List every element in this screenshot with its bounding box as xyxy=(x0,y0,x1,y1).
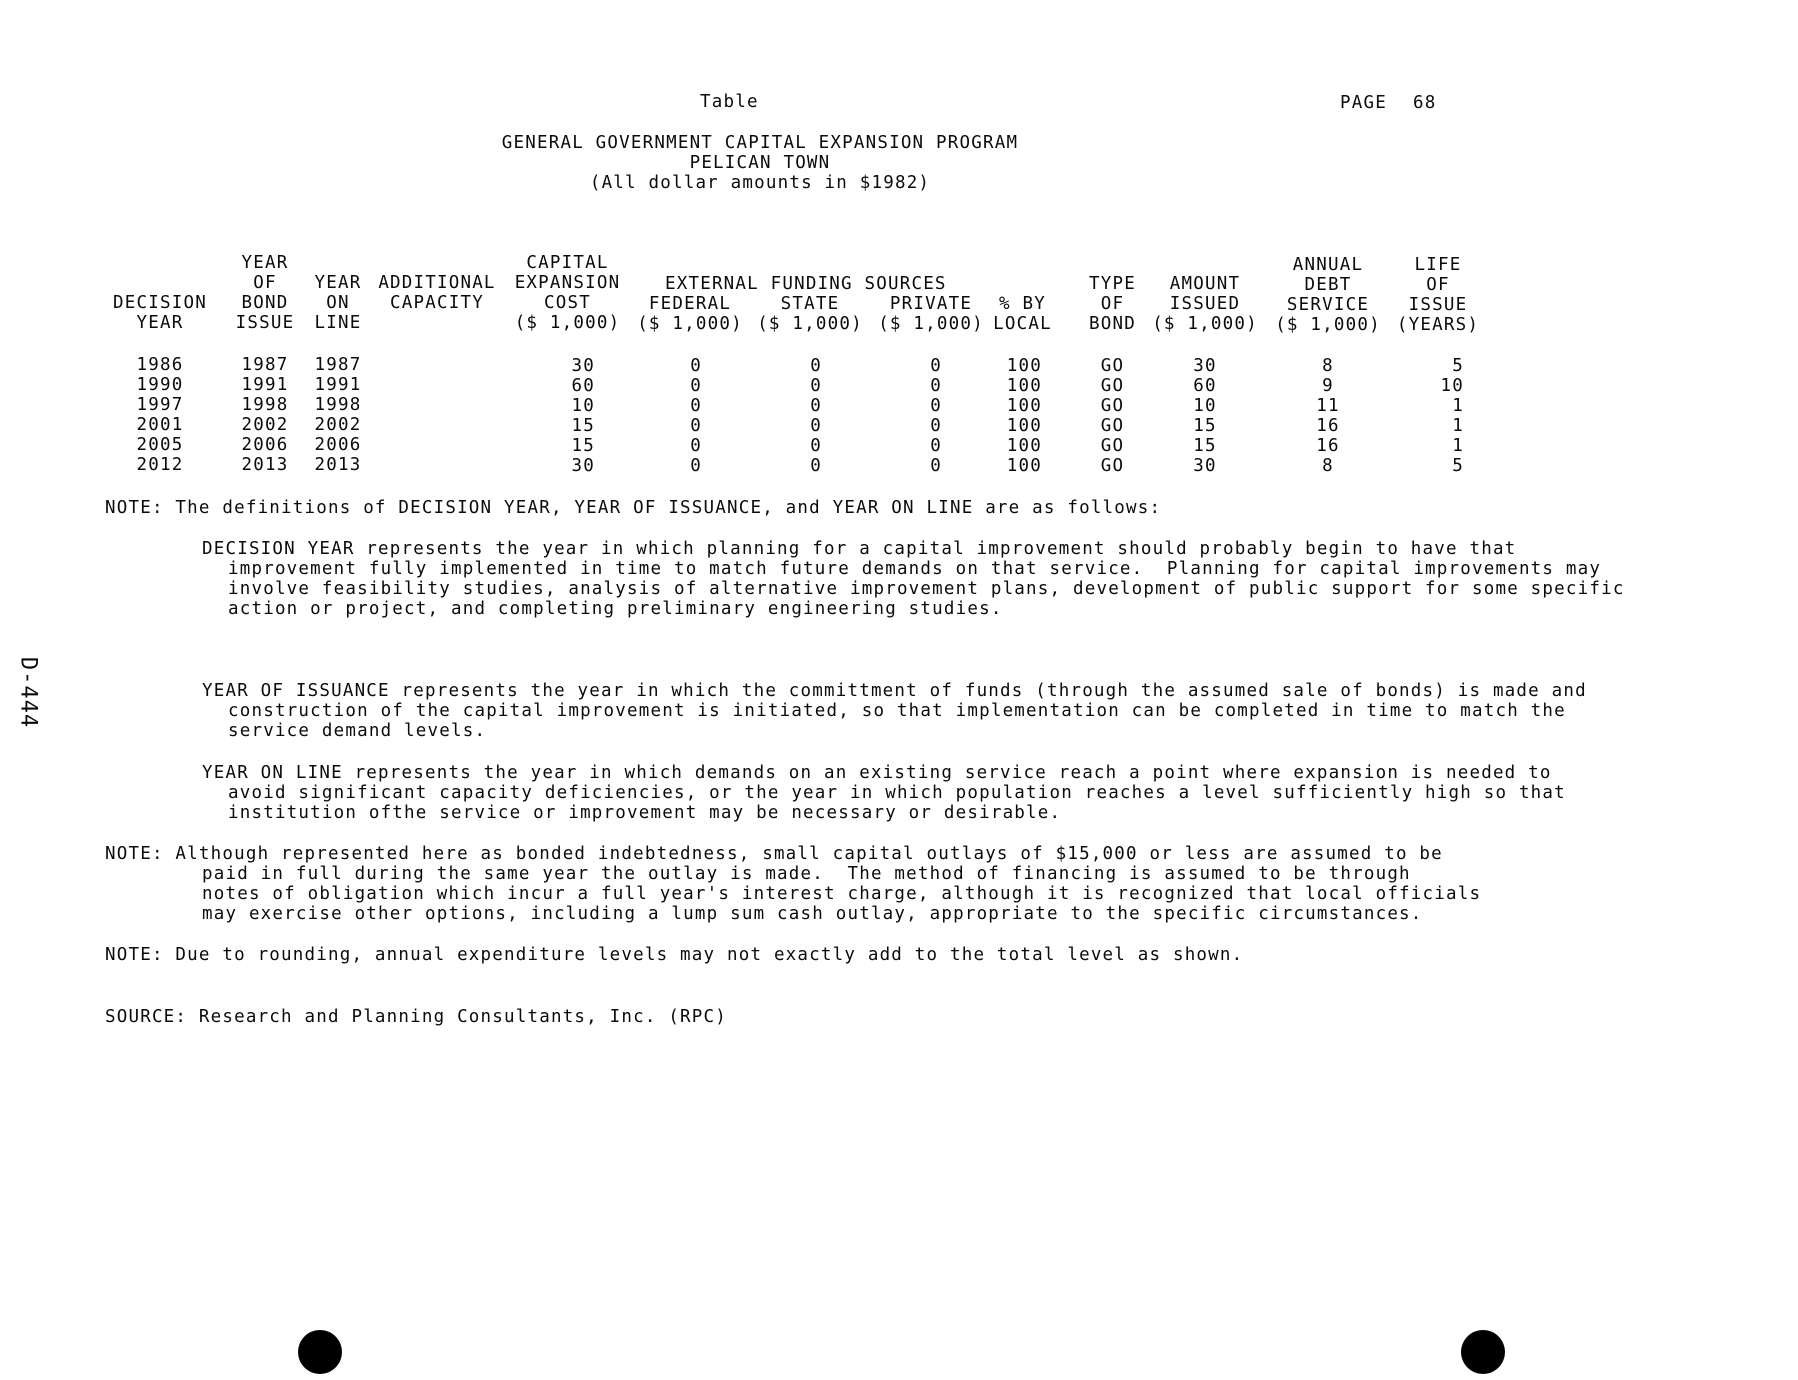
dollar-note: (All dollar amounts in $1982) xyxy=(589,173,931,193)
cell-local: 100 xyxy=(1006,456,1042,476)
cell-amount: 30 xyxy=(1193,356,1217,376)
col-state-l2: ($ 1,000) xyxy=(757,314,863,334)
cell-amount: 15 xyxy=(1193,416,1217,436)
col-decision-year-l1: DECISION xyxy=(113,293,207,313)
cell-bond-year: 1991 xyxy=(241,375,289,395)
punch-hole-right xyxy=(1461,1330,1505,1374)
cell-life: 10 xyxy=(1440,376,1464,396)
cell-debt: 9 xyxy=(1322,376,1334,396)
cell-amount: 10 xyxy=(1193,396,1217,416)
page-number: 68 xyxy=(1413,93,1437,113)
cell-local: 100 xyxy=(1006,356,1042,376)
cell-decision-year: 2001 xyxy=(136,415,184,435)
cell-type: GO xyxy=(1100,456,1125,476)
cell-life: 5 xyxy=(1452,356,1464,376)
note-line: NOTE: Although represented here as bonded indebtedness, small capital outlays of $15,000 or less are assumed to be xyxy=(105,844,1443,864)
note-rounding: NOTE: Due to rounding, annual expenditure levels may not exactly add to the total level as shown. xyxy=(105,945,1244,965)
col-federal-l1: FEDERAL xyxy=(648,294,732,314)
cell-private: 0 xyxy=(930,396,942,416)
cell-type: GO xyxy=(1100,376,1125,396)
cell-decision-year: 1997 xyxy=(136,395,184,415)
note-line: paid in full during the same year the outlay is made. The method of financing is assumed to be through xyxy=(202,864,1411,884)
cell-online-year: 2013 xyxy=(314,455,362,475)
note-line: may exercise other options, including a lump sum cash outlay, appropriate to the specific circumstances. xyxy=(202,904,1423,924)
col-external-sources: EXTERNAL FUNDING SOURCES xyxy=(665,274,947,294)
cell-type: GO xyxy=(1100,416,1125,436)
cell-debt: 8 xyxy=(1322,456,1334,476)
col-private-l2: ($ 1,000) xyxy=(878,314,984,334)
cell-federal: 0 xyxy=(690,416,702,436)
cell-life: 5 xyxy=(1452,456,1464,476)
cell-life: 1 xyxy=(1452,396,1464,416)
note-line: YEAR ON LINE represents the year in which demands on an existing service reach a point where expansion is needed to xyxy=(202,763,1552,783)
cell-state: 0 xyxy=(810,376,822,396)
col-life-l1: LIFE xyxy=(1414,255,1462,275)
col-local-l1: % BY xyxy=(999,294,1046,314)
cell-local: 100 xyxy=(1006,376,1042,396)
cell-decision-year: 2005 xyxy=(136,435,184,455)
col-bond-l4: ISSUE xyxy=(235,313,295,333)
col-cost-l3: COST xyxy=(544,293,591,313)
cell-decision-year: 1986 xyxy=(136,355,184,375)
col-online-l1: YEAR xyxy=(314,273,362,293)
col-capacity-l2: CAPACITY xyxy=(390,293,484,313)
cell-private: 0 xyxy=(930,436,942,456)
cell-type: GO xyxy=(1100,436,1125,456)
note-line: action or project, and completing preliminary engineering studies. xyxy=(228,599,1003,619)
col-capacity-l1: ADDITIONAL xyxy=(378,273,496,293)
cell-online-year: 1987 xyxy=(314,355,362,375)
cell-amount: 30 xyxy=(1193,456,1217,476)
cell-life: 1 xyxy=(1452,436,1464,456)
col-debt-l1: ANNUAL xyxy=(1292,255,1364,275)
col-local-l2: LOCAL xyxy=(993,314,1052,334)
cell-online-year: 1991 xyxy=(314,375,362,395)
side-page-label xyxy=(8,655,48,735)
source-note: SOURCE: Research and Planning Consultants, Inc. (RPC) xyxy=(105,1007,728,1027)
cell-debt: 16 xyxy=(1316,436,1340,456)
cell-state: 0 xyxy=(810,356,822,376)
cell-online-year: 2006 xyxy=(314,435,362,455)
note-line: construction of the capital improvement is initiated, so that implementation can be completed in time to match the xyxy=(228,701,1566,721)
col-online-l3: LINE xyxy=(314,313,362,333)
col-online-l2: ON xyxy=(326,293,350,313)
cell-private: 0 xyxy=(930,376,942,396)
cell-private: 0 xyxy=(930,416,942,436)
note-line: service demand levels. xyxy=(228,721,487,741)
cell-type: GO xyxy=(1100,396,1125,416)
col-bond-l2: OF xyxy=(253,273,277,293)
col-life-l2: OF xyxy=(1426,275,1450,295)
page-subtitle: PELICAN TOWN xyxy=(689,153,831,173)
cell-state: 0 xyxy=(810,416,822,436)
cell-federal: 0 xyxy=(690,436,702,456)
col-bond-l1: YEAR xyxy=(241,253,289,273)
cell-bond-year: 2013 xyxy=(241,455,289,475)
col-amount-l1: AMOUNT xyxy=(1169,274,1241,294)
col-cost-l1: CAPITAL xyxy=(526,253,609,273)
col-cost-l2: EXPANSION xyxy=(514,273,621,293)
note-line: institution ofthe service or improvement may be necessary or desirable. xyxy=(228,803,1062,823)
note-line: avoid significant capacity deficiencies, or the year in which population reaches a level sufficiently high so that xyxy=(228,783,1566,803)
cell-cost: 10 xyxy=(571,396,595,416)
cell-online-year: 2002 xyxy=(314,415,362,435)
cell-federal: 0 xyxy=(690,456,702,476)
cell-local: 100 xyxy=(1006,416,1042,436)
cell-private: 0 xyxy=(930,456,942,476)
col-cost-l4: ($ 1,000) xyxy=(514,313,621,333)
cell-cost: 30 xyxy=(571,456,595,476)
col-life-l4: (YEARS) xyxy=(1396,315,1480,335)
col-debt-l2: DEBT xyxy=(1304,275,1352,295)
cell-decision-year: 1990 xyxy=(136,375,184,395)
cell-cost: 15 xyxy=(571,436,595,456)
col-life-l3: ISSUE xyxy=(1408,295,1468,315)
cell-amount: 15 xyxy=(1193,436,1217,456)
note-line: notes of obligation which incur a full year's interest charge, although it is recognized that local officials xyxy=(202,884,1482,904)
col-bond-l3: BOND xyxy=(241,293,289,313)
cell-cost: 15 xyxy=(571,416,595,436)
col-type-l2: OF xyxy=(1100,294,1125,314)
cell-federal: 0 xyxy=(690,376,702,396)
cell-bond-year: 2006 xyxy=(241,435,289,455)
cell-private: 0 xyxy=(930,356,942,376)
cell-cost: 30 xyxy=(571,356,595,376)
col-federal-l2: ($ 1,000) xyxy=(637,314,743,334)
note-definitions-intro: NOTE: The definitions of DECISION YEAR, YEAR OF ISSUANCE, and YEAR ON LINE are as follows: xyxy=(105,498,1162,518)
cell-debt: 8 xyxy=(1322,356,1334,376)
cell-life: 1 xyxy=(1452,416,1464,436)
cell-bond-year: 1998 xyxy=(241,395,289,415)
note-line: improvement fully implemented in time to match future demands on that service. Planning for capital improvements may xyxy=(228,559,1602,579)
cell-federal: 0 xyxy=(690,356,702,376)
note-line: DECISION YEAR represents the year in which planning for a capital improvement should probably begin to have that xyxy=(202,539,1517,559)
cell-bond-year: 1987 xyxy=(241,355,289,375)
col-private-l1: PRIVATE xyxy=(889,294,973,314)
cell-cost: 60 xyxy=(571,376,595,396)
page-title: GENERAL GOVERNMENT CAPITAL EXPANSION PROGRAM xyxy=(501,133,1019,153)
cell-state: 0 xyxy=(810,396,822,416)
col-debt-l3: SERVICE xyxy=(1286,295,1370,315)
side-page-label-text: D-444 xyxy=(15,656,41,729)
cell-debt: 16 xyxy=(1316,416,1340,436)
cell-decision-year: 2012 xyxy=(136,455,184,475)
col-state-l1: STATE xyxy=(780,294,840,314)
page-label: PAGE xyxy=(1340,93,1387,113)
cell-debt: 11 xyxy=(1316,396,1340,416)
cell-state: 0 xyxy=(810,456,822,476)
table-label: Table xyxy=(700,92,759,112)
cell-federal: 0 xyxy=(690,396,702,416)
col-debt-l4: ($ 1,000) xyxy=(1275,315,1381,335)
cell-online-year: 1998 xyxy=(314,395,362,415)
cell-amount: 60 xyxy=(1193,376,1217,396)
cell-state: 0 xyxy=(810,436,822,456)
col-type-l1: TYPE xyxy=(1089,274,1136,294)
note-line: YEAR OF ISSUANCE represents the year in which the committment of funds (through the assumed sale of bonds) is made and xyxy=(202,681,1587,701)
note-line: involve feasibility studies, analysis of alternative improvement plans, development of public support for some specific xyxy=(228,579,1625,599)
col-decision-year-l2: YEAR xyxy=(136,313,184,333)
cell-local: 100 xyxy=(1006,396,1042,416)
punch-hole-left xyxy=(298,1330,342,1374)
cell-type: GO xyxy=(1100,356,1125,376)
cell-local: 100 xyxy=(1006,436,1042,456)
cell-bond-year: 2002 xyxy=(241,415,289,435)
col-amount-l3: ($ 1,000) xyxy=(1152,314,1258,334)
col-amount-l2: ISSUED xyxy=(1169,294,1241,314)
col-type-l3: BOND xyxy=(1089,314,1136,334)
